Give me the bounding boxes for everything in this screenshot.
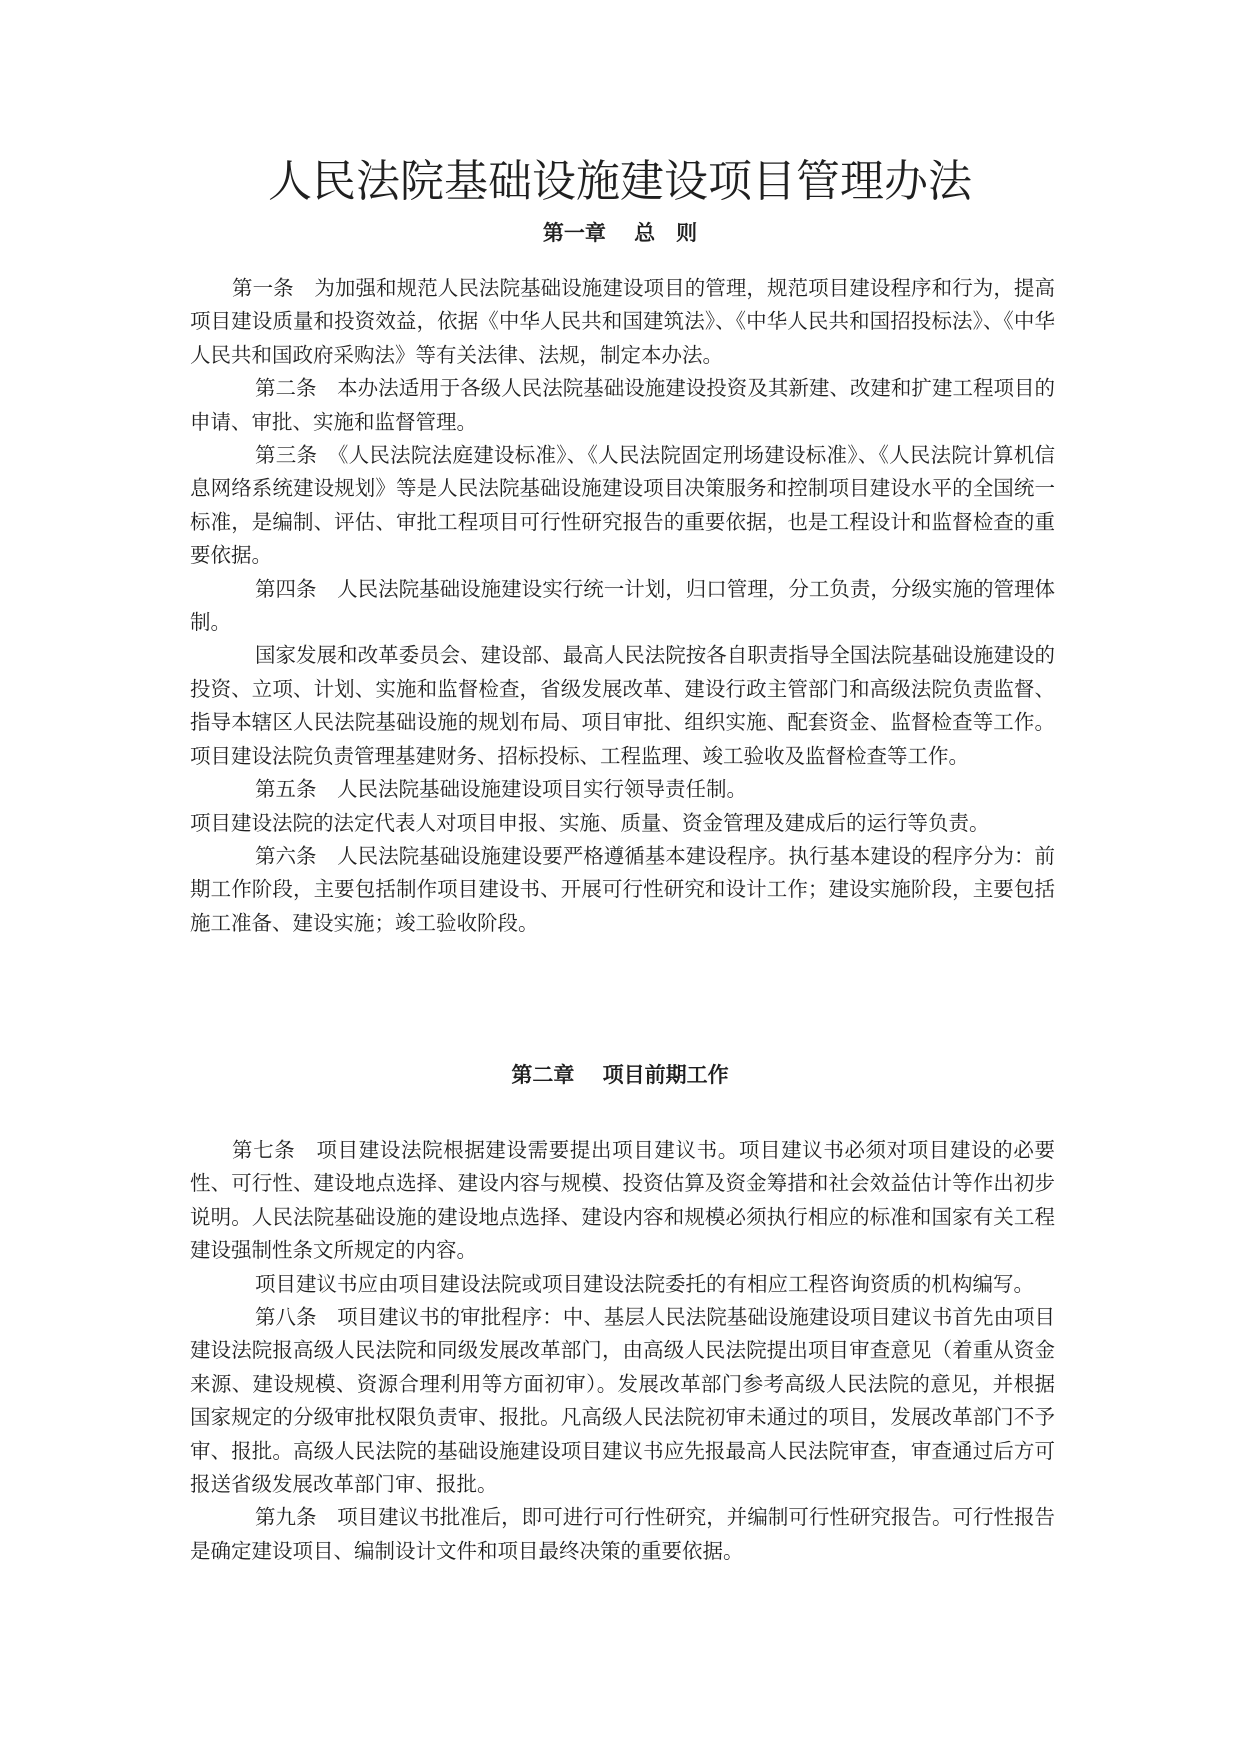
chapter-2-body	[190, 1134, 1055, 1568]
article-2: 第二条 本办法适用于各级人民法院基础设施建设投资及其新建、改建和扩建工程项目的申请、审批、实施和监督管理。	[190, 376, 1056, 434]
document-title: 人民法院基础设施建设项目管理办法	[268, 156, 972, 207]
article-4-paragraph-2: 国家发展和改革委员会、建设部、最高人民法院按各自职责指导全国法院基础设施建设的投资、立项、计划、实施和监督检查，省级发展改革、建设行政主管部门和高级法院负责监督、指导本辖区人民法院基础设施的规划布局、项目审批、组织实施、配套资金、监督检查等工作。项目建设法院负责管理基建财务、招标投标、工程监理、竣工验收及监督检查等工作。	[190, 643, 1055, 768]
chapter-1-body	[190, 272, 1055, 940]
article-6: 第六条 人民法院基础设施建设要严格遵循基本建设程序。执行基本建设的程序分为：前期工作阶段，主要包括制作项目建设书、开展可行性研究和设计工作；建设实施阶段，主要包括施工准备、建设实施；竣工验收阶段。	[190, 843, 1056, 935]
article-7-paragraph-2: 项目建议书应由项目建设法院或项目建设法院委托的有相应工程咨询资质的机构编写。	[255, 1271, 1034, 1296]
article-4: 第四条 人民法院基础设施建设实行统一计划，归口管理，分工负责，分级实施的管理体制。	[190, 576, 1056, 635]
article-7: 第七条 项目建设法院根据建设需要提出项目建议书。项目建议书必须对项目建设的必要性、可行性、建设地点选择、建设内容与规模、投资估算及资金筹措和社会效益估计等作出初步说明。人民法院基础设施的建设地点选择、建设内容和规模必须执行相应的标准和国家有关工程建设强制性条文所规定的内容。	[190, 1138, 1056, 1263]
article-9: 第九条 项目建议书批准后，即可进行可行性研究，并编制可行性研究报告。可行性报告是确定建设项目、编制设计文件和项目最终决策的重要依据。	[190, 1505, 1056, 1563]
article-5-paragraph-2: 项目建设法院的法定代表人对项目申报、实施、质量、资金管理及建成后的运行等负责。	[190, 810, 990, 835]
article-3: 第三条 《人民法院法庭建设标准》、《人民法院固定刑场建设标准》、《人民法院计算机信息网络系统建设规划》等是人民法院基础设施建设项目决策服务和控制项目建设水平的全国统一标准，是编制、评估、审批工程项目可行性研究报告的重要依据，也是工程设计和监督检查的重要依据。	[190, 443, 1056, 568]
article-5: 第五条 人民法院基础设施建设项目实行领导责任制。	[255, 777, 747, 802]
article-1: 第一条 为加强和规范人民法院基础设施建设项目的管理，规范项目建设程序和行为，提高项目建设质量和投资效益，依据《中华人民共和国建筑法》、《中华人民共和国招投标法》、《中华人民共和国政府采购法》等有关法律、法规，制定本办法。	[190, 276, 1056, 367]
article-8: 第八条 项目建议书的审批程序：中、基层人民法院基础设施建设项目建议书首先由项目建设法院报高级人民法院和同级发展改革部门，由高级人民法院提出项目审查意见（着重从资金来源、建设规模、资源合理利用等方面初审）。发展改革部门参考高级人民法院的意见，并根据国家规定的分级审批权限负责审、报批。凡高级人民法院初审未通过的项目，发展改革部门不予审、报批。高级人民法院的基础设施建设项目建议书应先报最高人民法院审查，审查通过后方可报送省级发展改革部门审、报批。	[190, 1305, 1056, 1497]
chapter-1-heading: 第一章 总 则	[542, 221, 698, 245]
chapter-2-heading: 第二章 项目前期工作	[511, 1063, 729, 1087]
